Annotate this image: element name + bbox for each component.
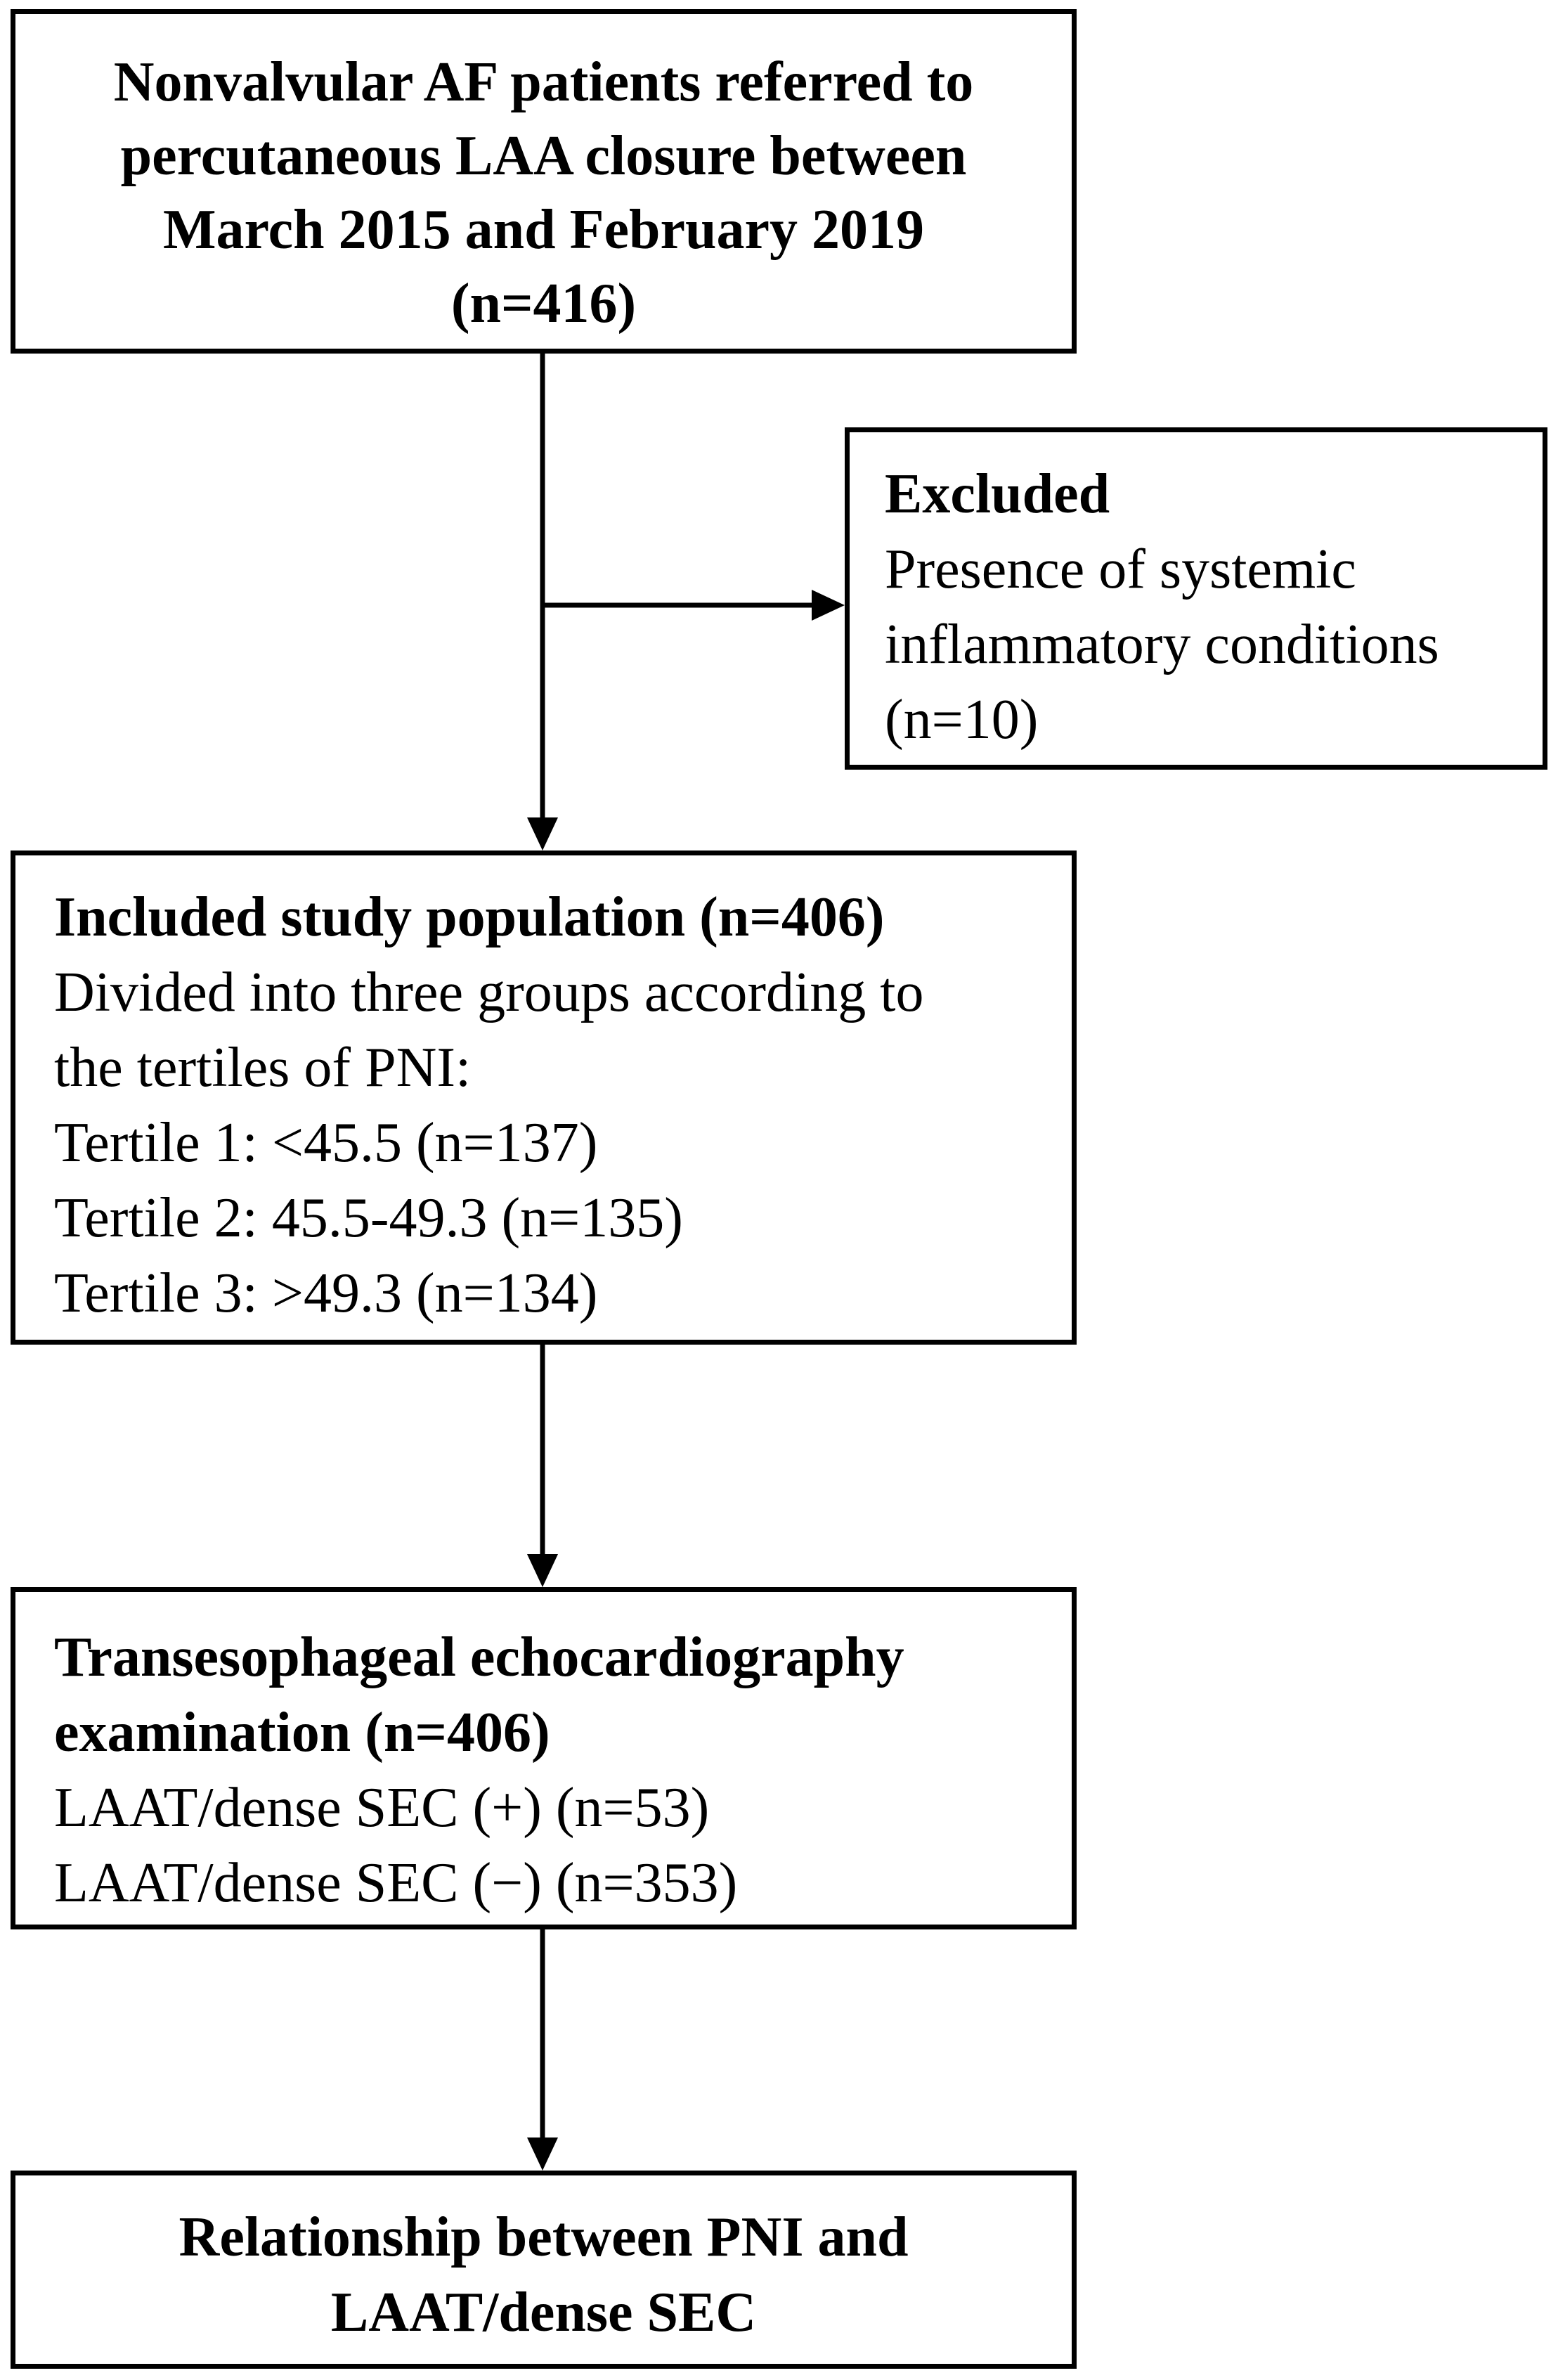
included-title: Included study population (n=406) <box>54 886 885 948</box>
tee-examination-box <box>11 1587 1077 1929</box>
arrowhead-tee <box>527 1554 558 1587</box>
enrolled-line: Nonvalvular AF patients referred to <box>113 51 974 113</box>
arrowhead-outcome <box>527 2138 558 2171</box>
enrolled-patients-box <box>11 9 1077 354</box>
included-population-box <box>11 851 1077 1345</box>
enrolled-line: March 2015 and February 2019 <box>163 199 924 261</box>
tee-title: Transesophageal echocardiography <box>54 1626 904 1688</box>
included-line: the tertiles of PNI: <box>54 1037 472 1099</box>
tertile-2: Tertile 2: 45.5-49.3 (n=135) <box>54 1187 683 1249</box>
excluded-count: (n=10) <box>885 689 1039 751</box>
excluded-line: Presence of systemic <box>885 538 1356 600</box>
laat-positive: LAAT/dense SEC (+) (n=53) <box>54 1777 710 1839</box>
tertile-1: Tertile 1: <45.5 (n=137) <box>54 1112 598 1174</box>
arrowhead-excluded <box>812 590 845 621</box>
outcome-line: Relationship between PNI and <box>178 2206 909 2268</box>
excluded-box <box>845 427 1547 770</box>
enrolled-count: (n=416) <box>450 273 637 335</box>
laat-negative: LAAT/dense SEC (−) (n=353) <box>54 1852 738 1914</box>
excluded-title: Excluded <box>885 463 1110 525</box>
excluded-line: inflammatory conditions <box>885 614 1439 675</box>
enrolled-line: percutaneous LAA closure between <box>120 125 967 187</box>
outcome-line: LAAT/dense SEC <box>330 2282 757 2343</box>
arrowhead-included <box>527 817 558 851</box>
outcome-box <box>11 2171 1077 2369</box>
tertile-3: Tertile 3: >49.3 (n=134) <box>54 1262 598 1324</box>
included-line: Divided into three groups according to <box>54 962 924 1023</box>
tee-title: examination (n=406) <box>54 1702 550 1764</box>
